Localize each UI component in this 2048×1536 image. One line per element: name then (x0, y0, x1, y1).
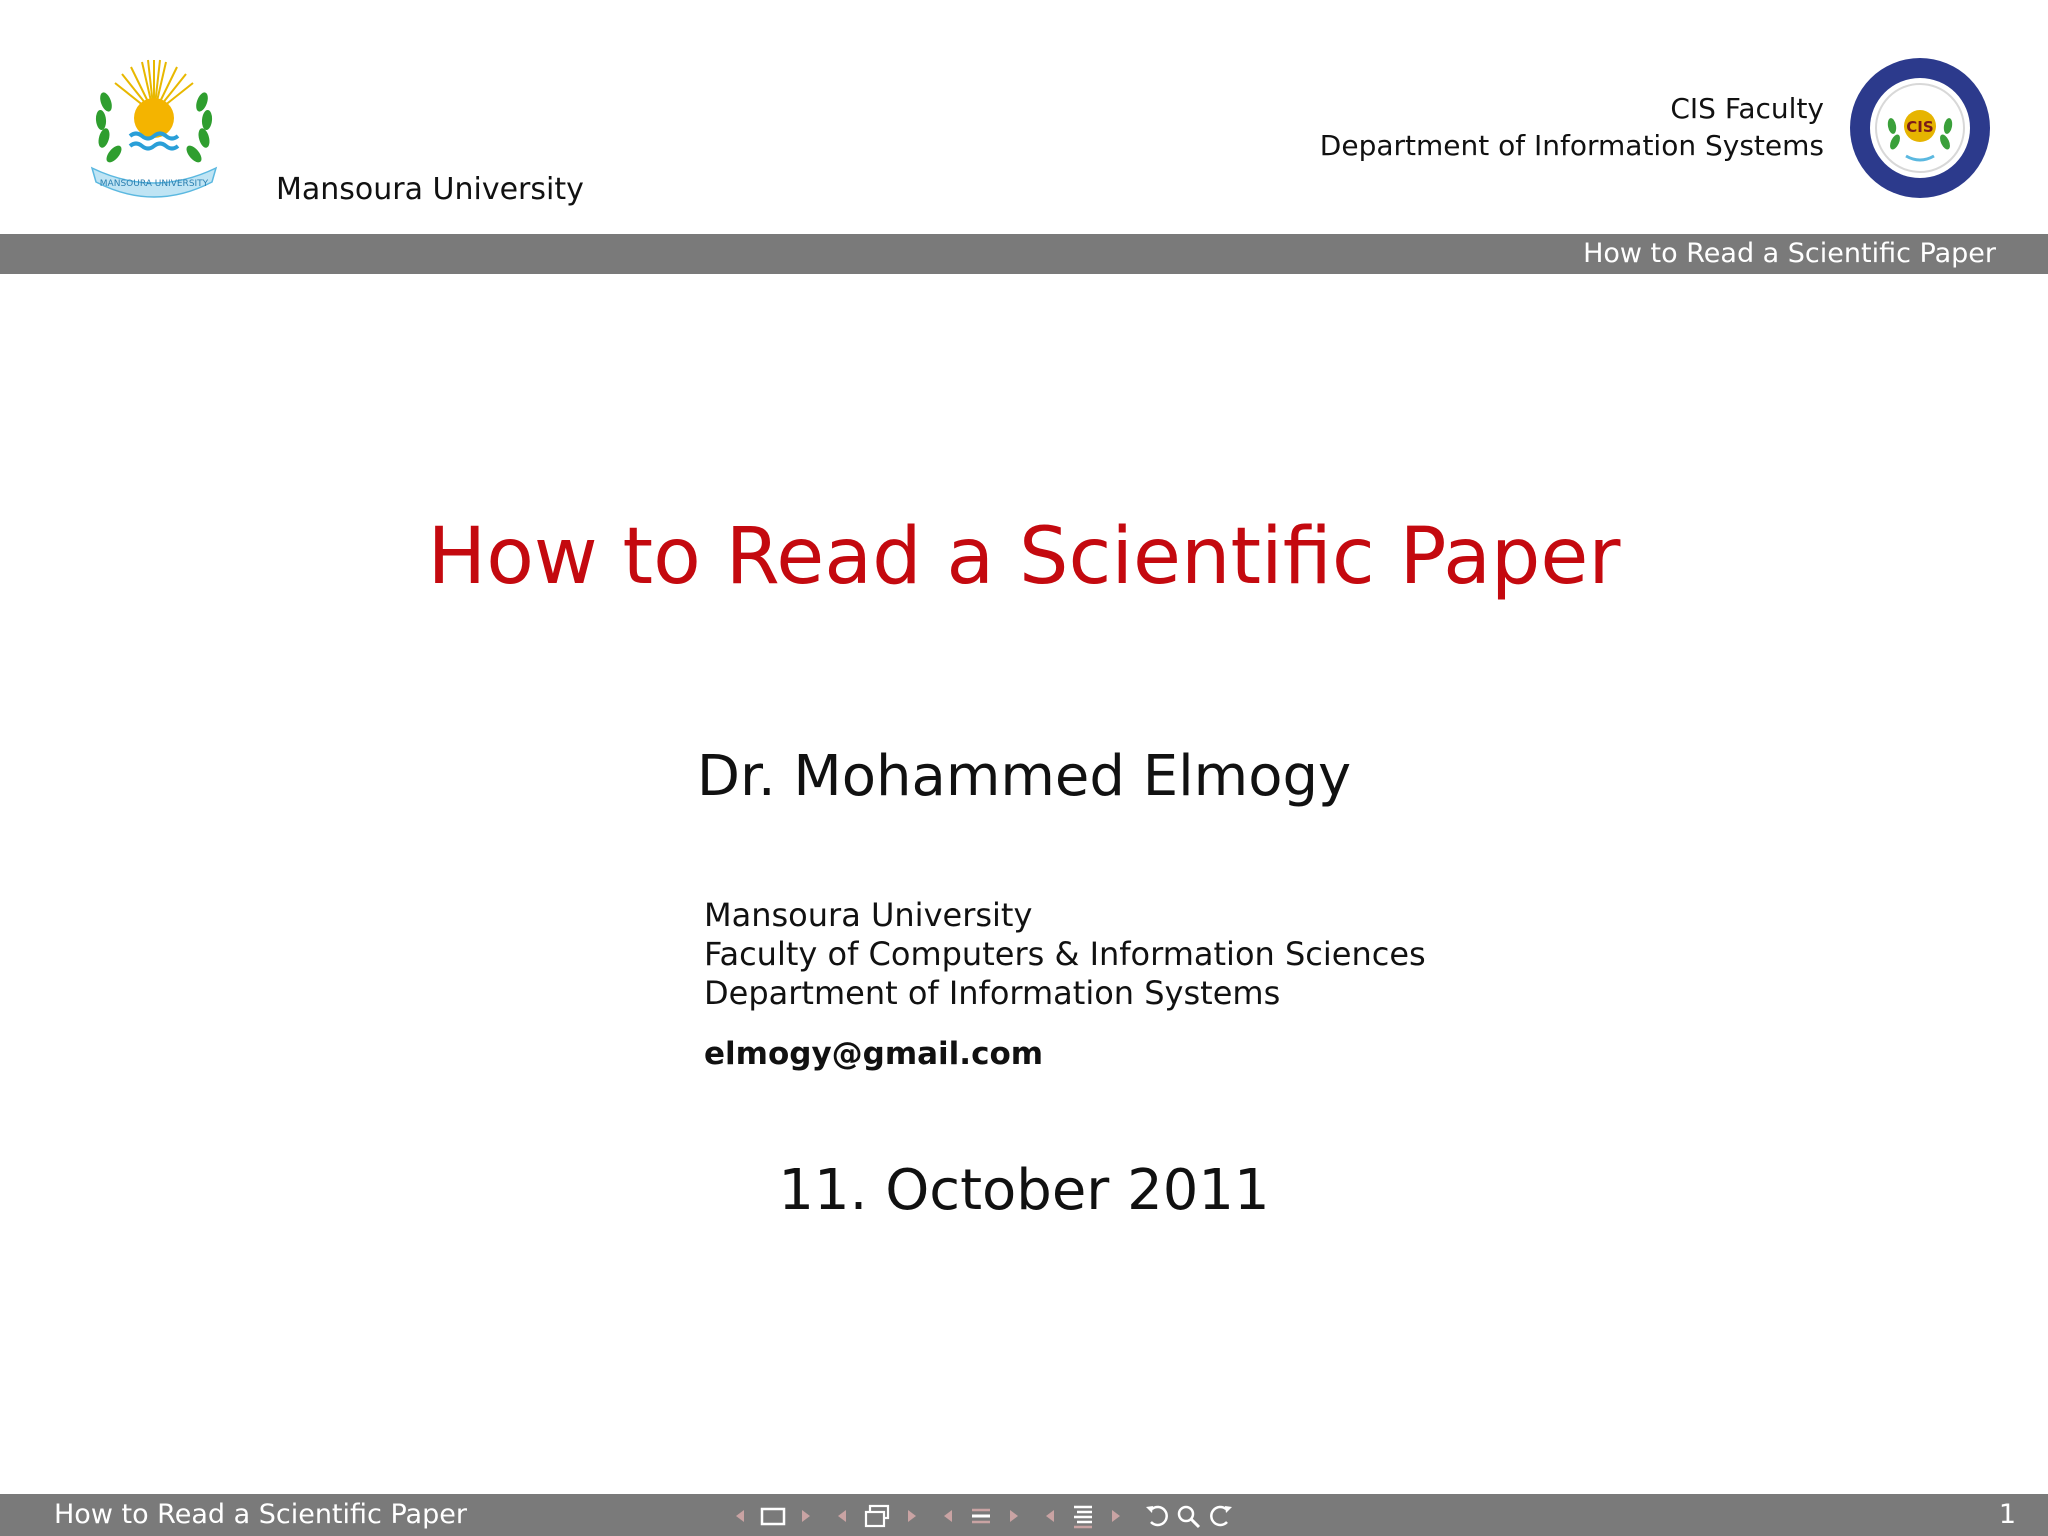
university-name: Mansoura University (276, 172, 584, 207)
next-arrow-icon[interactable] (796, 1500, 816, 1532)
institute-block (704, 896, 1426, 1013)
faculty-block (1320, 90, 1824, 164)
prev-arrow-icon[interactable] (832, 1500, 852, 1532)
search-icon[interactable] (1174, 1500, 1204, 1532)
institute-line: Mansoura University (704, 896, 1033, 934)
institute-line: Faculty of Computers & Information Sciences (704, 935, 1426, 973)
prev-arrow-icon[interactable] (730, 1500, 750, 1532)
frame-icon[interactable] (758, 1500, 788, 1532)
next-arrow-icon[interactable] (1106, 1500, 1126, 1532)
department-name: Department of Information Systems (1319, 129, 1824, 162)
footer-title: How to Read a Scientific Paper (54, 1499, 467, 1530)
next-arrow-icon[interactable] (1004, 1500, 1024, 1532)
institute-line: Department of Information Systems (704, 974, 1281, 1012)
forward-icon[interactable] (1204, 1500, 1236, 1532)
back-icon[interactable] (1142, 1500, 1174, 1532)
mansoura-university-logo (84, 52, 224, 202)
author-email: elmogy@gmail.com (704, 1036, 1044, 1072)
prev-arrow-icon[interactable] (938, 1500, 958, 1532)
page-number: 1 (1998, 1499, 2016, 1530)
section-icon[interactable] (966, 1500, 996, 1532)
prev-arrow-icon[interactable] (1040, 1500, 1060, 1532)
author-name: Dr. Mohammed Elmogy (696, 744, 1352, 809)
slide-title: How to Read a Scientific Paper (427, 512, 1621, 602)
university-logo-text: MANSOURA UNIVERSITY (99, 179, 209, 189)
faculty-name: CIS Faculty (1670, 92, 1824, 125)
subsection-icon[interactable] (860, 1500, 894, 1532)
cis-faculty-logo (1848, 56, 1992, 200)
header-bar-title: How to Read a Scientific Paper (1583, 238, 1996, 269)
presentation-date: 11. October 2011 (778, 1158, 1270, 1223)
cis-logo-text: CIS (1906, 118, 1934, 136)
document-icon[interactable] (1068, 1500, 1098, 1532)
beamer-navigation-controls (730, 1500, 1236, 1532)
next-arrow-icon[interactable] (902, 1500, 922, 1532)
